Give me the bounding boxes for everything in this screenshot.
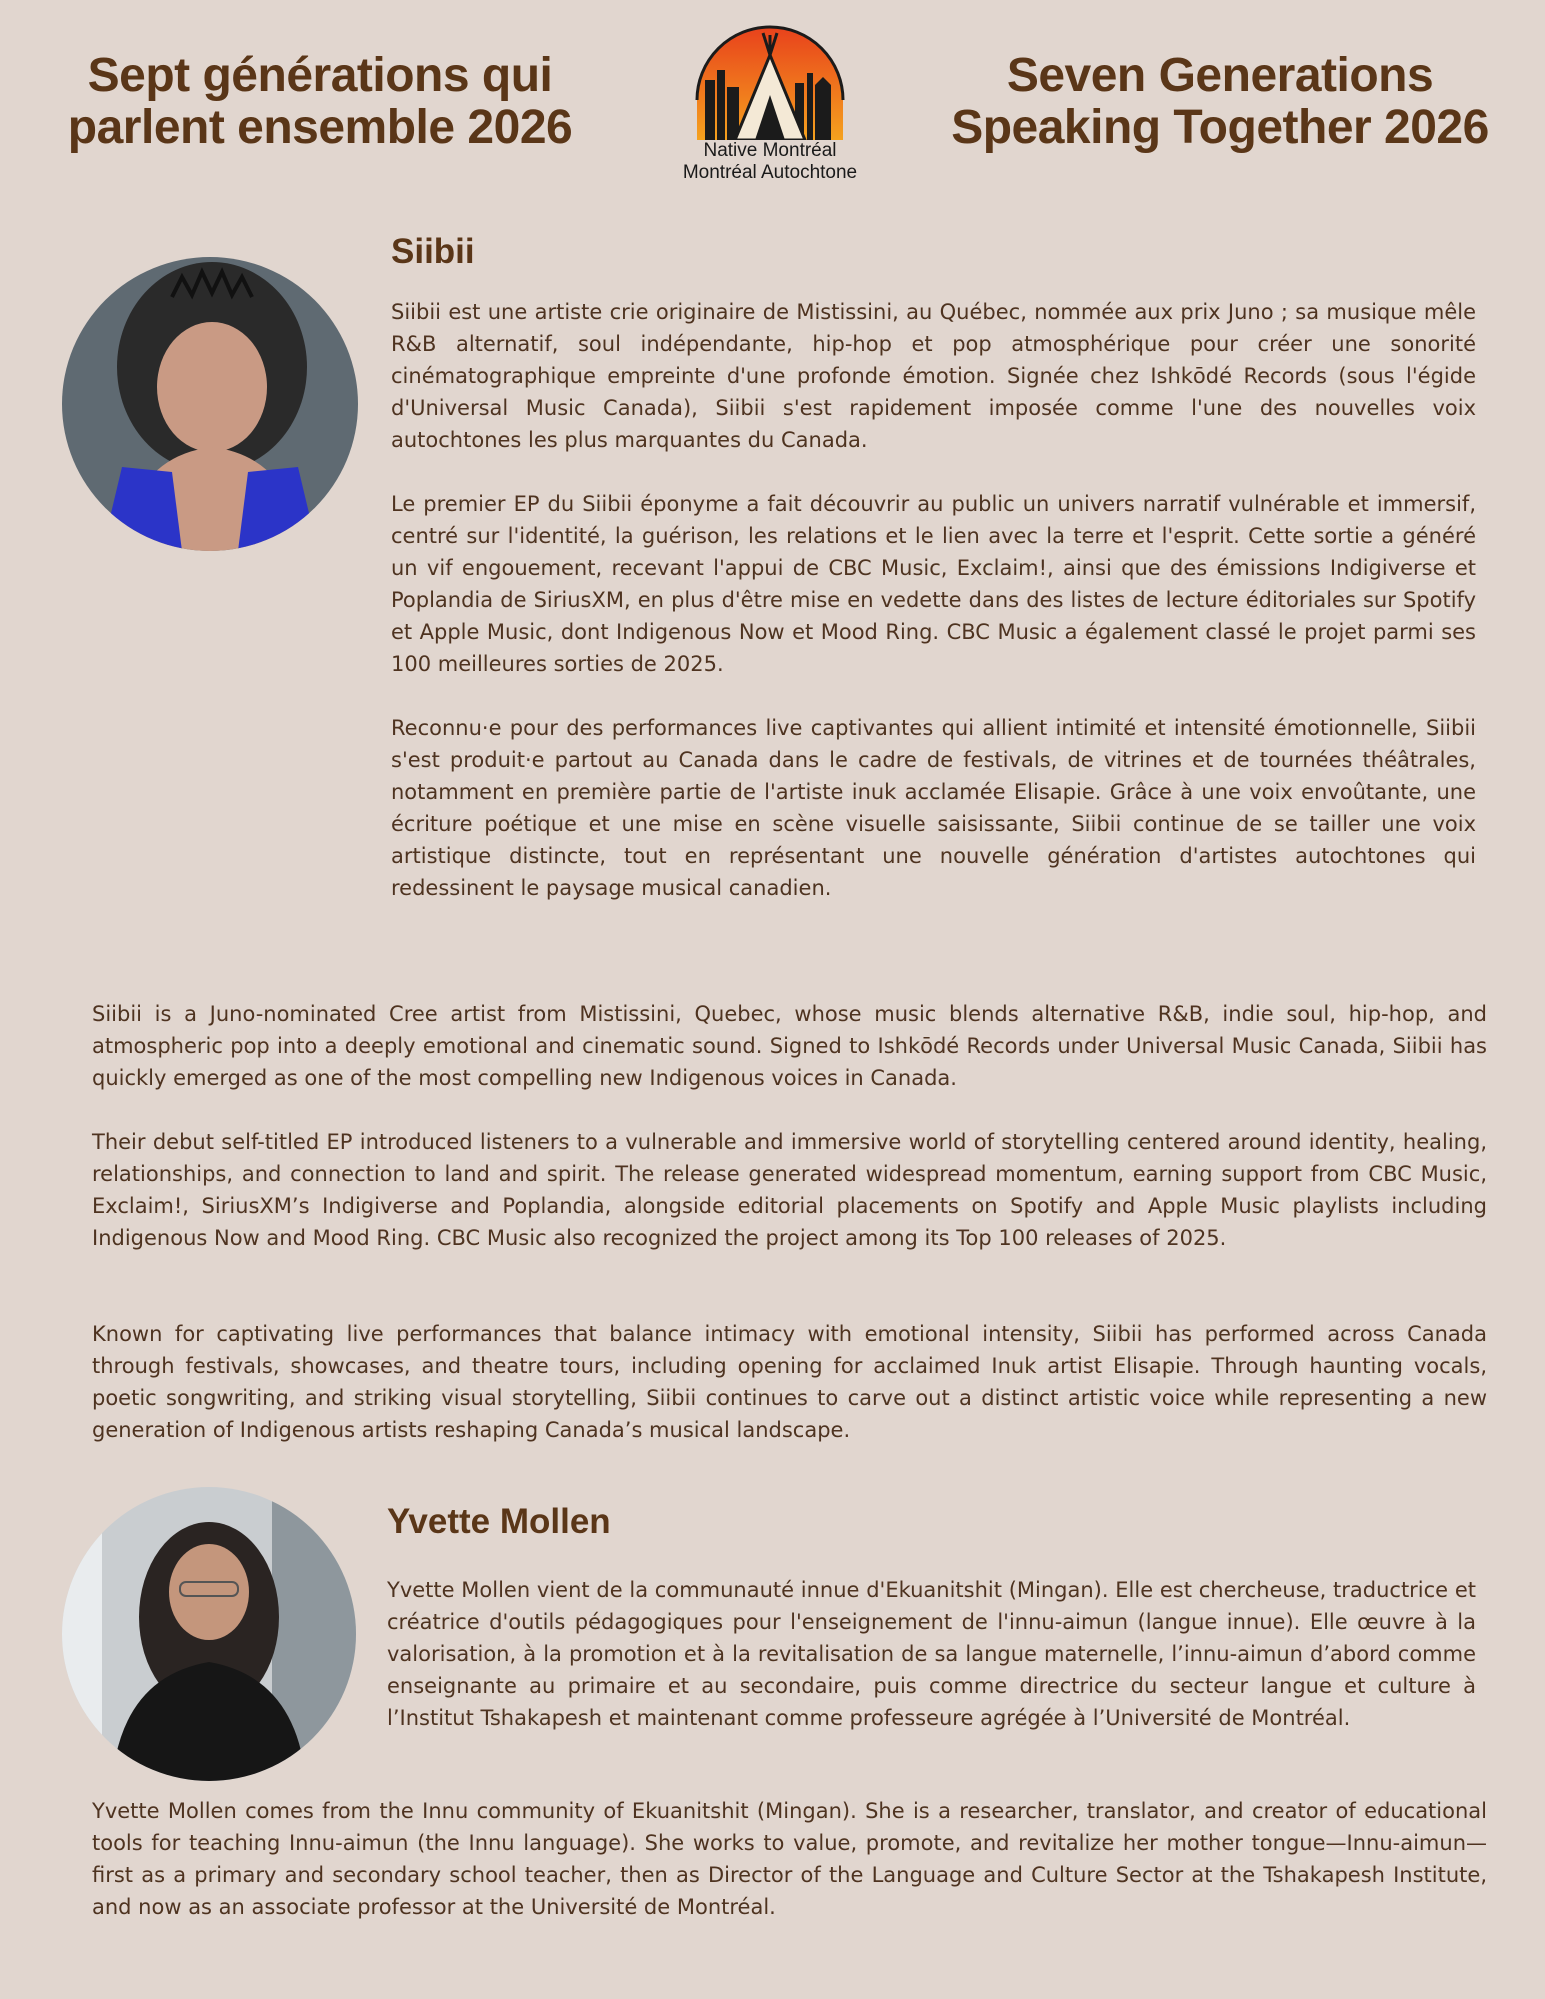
native-montreal-logo-icon: [695, 25, 845, 140]
siibii-bio-fr-1: Siibii est une artiste crie originaire de Mistissini, au Québec, nommée aux prix Juno ; sa musique mêle R&B alternatif, soul indépendante, hip-hop et pop atmosphérique pour créer une sonorité cinématographique empreinte d'une profonde émotion. Signée chez Ishkōdé Records (sous l'égide d'Universal Music Canada), Siibii s'est rapidement imposée comme l'une des nouvelles voix autochtones les plus marquantes du Canada.: [391, 300, 1476, 452]
logo-line-2: Montréal Autochtone: [682, 162, 858, 183]
siibii-bio-en-2: Their debut self-titled EP introduced listeners to a vulnerable and immersive world of storytelling centered around identity, healing, relationships, and connection to land and spirit. The release generated widespread momentum, earning support from CBC Music, Exclaim!, SiriusXM’s Indigiverse and Poplandia, alongside editorial placements on Spotify and Apple Music playlists including Indigenous Now and Mood Ring. CBC Music also recognized the project among its Top 100 releases of 2025.: [92, 1130, 1487, 1250]
artist-name-siibii: Siibii: [391, 232, 475, 271]
title-english: Seven Generations Speaking Together 2026: [951, 49, 1489, 154]
logo-line-1: Native Montréal: [703, 140, 837, 161]
page-header: [0, 0, 1545, 200]
yvette-bio-fr-1: Yvette Mollen vient de la communauté innue d'Ekuanitshit (Mingan). Elle est chercheuse, traductrice et créatrice d'outils pédagogiques pour l'enseignement de l'innu-aimun (langue innue). Elle œuvre à la valorisation, à la promotion et à la revitalisation de sa langue maternelle, l’innu-aimun d’abord comme enseignante au primaire et au secondaire, puis comme directrice du secteur langue et culture à l’Institut Tshakapesh et maintenant comme professeure agrégée à l’Université de Montréal.: [387, 1578, 1476, 1730]
artist-name-yvette-mollen: Yvette Mollen: [387, 1502, 611, 1541]
siibii-portrait: [62, 257, 358, 551]
title-french: Sept générations qui parlent ensemble 2026: [67, 49, 573, 154]
siibii-bio-en-3: Known for captivating live performances that balance intimacy with emotional intensity, Siibii has performed across Canada through festivals, showcases, and theatre tours, including opening for acclaimed Inuk artist Elisapie. Through haunting vocals, poetic songwriting, and striking visual storytelling, Siibii continues to carve out a distinct artistic voice while representing a new generation of Indigenous artists reshaping Canada’s musical landscape.: [92, 1322, 1487, 1442]
siibii-bio-en-1: Siibii is a Juno-nominated Cree artist from Mistissini, Quebec, whose music blends alternative R&B, indie soul, hip-hop, and atmospheric pop into a deeply emotional and cinematic sound. Signed to Ishkōdé Records under Universal Music Canada, Siibii has quickly emerged as one of the most compelling new Indigenous voices in Canada.: [92, 1002, 1487, 1090]
yvette-bio-en-1: Yvette Mollen comes from the Innu community of Ekuanitshit (Mingan). She is a researcher, translator, and creator of educational tools for teaching Innu-aimun (the Innu language). She works to value, promote, and revitalize her mother tongue—Innu-aimun—first as a primary and secondary school teacher, then as Director of the Language and Culture Sector at the Tshakapesh Institute, and now as an associate professor at the Université de Montréal.: [92, 1799, 1487, 1919]
native-montreal-logo: [655, 25, 885, 195]
yvette-mollen-portrait: [62, 1487, 356, 1781]
siibii-portrait-icon: [62, 257, 358, 551]
siibii-bio-fr-3: Reconnu·e pour des performances live captivantes qui allient intimité et intensité émotionnelle, Siibii s'est produit·e partout au Canada dans le cadre de festivals, de vitrines et de tournées théâtrales, notamment en première partie de l'artiste inuk acclamée Elisapie. Grâce à une voix envoûtante, une écriture poétique et une mise en scène visuelle saisissante, Siibii continue de se tailler une voix artistique distincte, tout en représentant une nouvelle génération d'artistes autochtones qui redessinent le paysage musical canadien.: [391, 716, 1476, 900]
siibii-bio-fr-2: Le premier EP du Siibii éponyme a fait découvrir au public un univers narratif vulnérable et immersif, centré sur l'identité, la guérison, les relations et le lien avec la terre et l'esprit. Cette sortie a généré un vif engouement, recevant l'appui de CBC Music, Exclaim!, ainsi que des émissions Indigiverse et Poplandia de SiriusXM, en plus d'être mise en vedette dans des listes de lecture éditoriales sur Spotify et Apple Music, dont Indigenous Now et Mood Ring. CBC Music a également classé le projet parmi ses 100 meilleures sorties de 2025.: [391, 492, 1476, 676]
yvette-mollen-portrait-icon: [62, 1487, 356, 1781]
